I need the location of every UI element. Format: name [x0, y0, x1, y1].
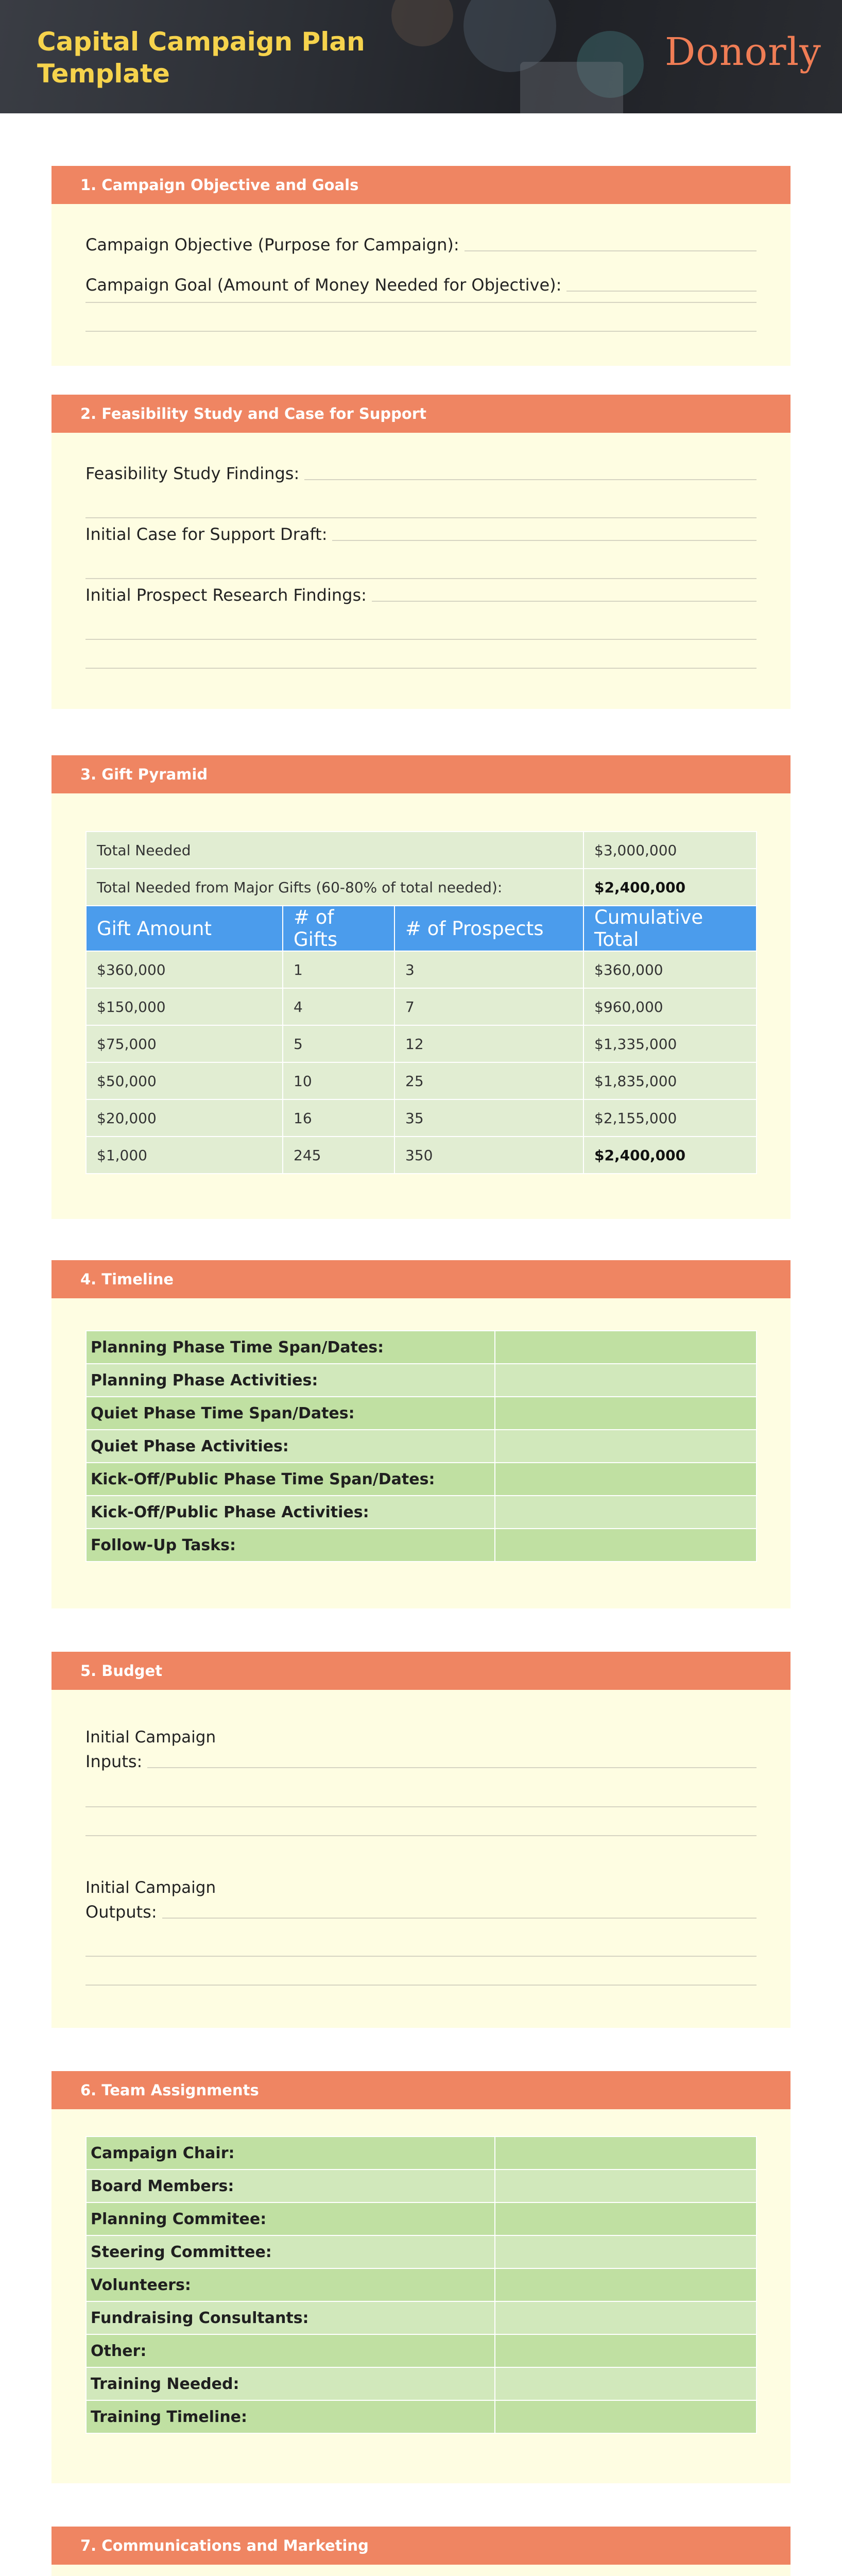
- write-line: [332, 540, 757, 541]
- row-label: Planning Phase Time Span/Dates:: [86, 1331, 495, 1364]
- header-banner: [0, 0, 842, 113]
- timeline-table: [85, 1330, 757, 1562]
- prospect-count-cell[interactable]: 7: [394, 988, 583, 1025]
- write-line: [162, 1918, 757, 1919]
- row-label: Kick-Off/Public Phase Time Span/Dates:: [86, 1463, 495, 1496]
- entry-cell[interactable]: [495, 2170, 757, 2202]
- column-header: # of Prospects: [394, 906, 583, 951]
- write-line[interactable]: [85, 1985, 757, 1986]
- column-header: # of Gifts: [283, 906, 394, 951]
- row-label: Kick-Off/Public Phase Activities:: [86, 1496, 495, 1529]
- gift-amount-cell[interactable]: $50,000: [86, 1062, 283, 1099]
- cumulative-total-cell[interactable]: $2,155,000: [583, 1099, 757, 1137]
- cumulative-total-cell[interactable]: $1,835,000: [583, 1062, 757, 1099]
- row-label: Quiet Phase Activities:: [86, 1430, 495, 1463]
- write-line: [147, 1767, 757, 1768]
- table-row: [86, 2268, 757, 2301]
- write-line: [566, 291, 757, 292]
- case-for-support-field[interactable]: [85, 520, 757, 544]
- field-label: Initial Case for Support Draft:: [85, 524, 328, 544]
- gift-amount-cell[interactable]: $20,000: [86, 1099, 283, 1137]
- prospect-count-cell[interactable]: 35: [394, 1099, 583, 1137]
- table-header-row: [86, 906, 757, 951]
- table-row: [86, 951, 757, 988]
- gift-count-cell[interactable]: 10: [283, 1062, 394, 1099]
- write-line[interactable]: [85, 668, 757, 669]
- entry-cell[interactable]: [495, 2137, 757, 2170]
- table-row: [86, 2235, 757, 2268]
- decor-circle: [463, 0, 556, 72]
- entry-cell[interactable]: [495, 2367, 757, 2400]
- table-row: [86, 1137, 757, 1174]
- budget-outputs-field[interactable]: [85, 1898, 757, 1922]
- section-title: 1. Campaign Objective and Goals: [51, 166, 791, 204]
- write-line[interactable]: [85, 639, 757, 640]
- table-row: [86, 2301, 757, 2334]
- entry-cell[interactable]: [495, 1397, 757, 1430]
- write-line[interactable]: [85, 331, 757, 332]
- table-row: [86, 2334, 757, 2367]
- campaign-goal-field[interactable]: [85, 271, 757, 295]
- table-row: [86, 1430, 757, 1463]
- write-line[interactable]: [85, 1956, 757, 1957]
- table-row: [86, 2170, 757, 2202]
- major-gifts-label: Total Needed from Major Gifts (60-80% of total needed):: [86, 869, 583, 906]
- row-label: Fundraising Consultants:: [86, 2301, 495, 2334]
- section-title: 6. Team Assignments: [51, 2071, 791, 2109]
- table-row: [86, 1529, 757, 1562]
- table-row: [86, 1331, 757, 1364]
- gift-pyramid-table: [85, 831, 757, 1174]
- row-label: Follow-Up Tasks:: [86, 1529, 495, 1562]
- total-needed-label: Total Needed: [86, 832, 583, 869]
- budget-outputs-label: Initial Campaign: [85, 1878, 216, 1897]
- field-label: Inputs:: [85, 1752, 143, 1771]
- total-needed-row: [86, 832, 757, 869]
- row-label: Training Timeline:: [86, 2400, 495, 2433]
- table-row: [86, 2137, 757, 2170]
- write-line: [465, 250, 757, 251]
- entry-cell[interactable]: [495, 1529, 757, 1562]
- write-line: [304, 479, 757, 480]
- row-label: Planning Phase Activities:: [86, 1364, 495, 1397]
- row-label: Quiet Phase Time Span/Dates:: [86, 1397, 495, 1430]
- table-row: [86, 1397, 757, 1430]
- write-line[interactable]: [85, 1835, 757, 1836]
- section-objective-goals: [51, 166, 791, 366]
- entry-cell[interactable]: [495, 1430, 757, 1463]
- entry-cell[interactable]: [495, 2202, 757, 2235]
- field-label: Campaign Objective (Purpose for Campaign):: [85, 235, 459, 255]
- entry-cell[interactable]: [495, 2301, 757, 2334]
- gift-count-cell[interactable]: 245: [283, 1137, 394, 1174]
- row-label: Campaign Chair:: [86, 2137, 495, 2170]
- gift-amount-cell[interactable]: $1,000: [86, 1137, 283, 1174]
- table-row: [86, 1364, 757, 1397]
- row-label: Board Members:: [86, 2170, 495, 2202]
- entry-cell[interactable]: [495, 2235, 757, 2268]
- write-line: [372, 601, 757, 602]
- cumulative-total-cell[interactable]: $360,000: [583, 951, 757, 988]
- field-label: Initial Prospect Research Findings:: [85, 585, 367, 605]
- table-row: [86, 1062, 757, 1099]
- gift-count-cell[interactable]: 5: [283, 1025, 394, 1062]
- brand-logo: Donorly: [665, 30, 821, 74]
- table-row: [86, 2367, 757, 2400]
- gift-amount-cell[interactable]: $75,000: [86, 1025, 283, 1062]
- prospect-count-cell[interactable]: 350: [394, 1137, 583, 1174]
- section-title: 2. Feasibility Study and Case for Support: [51, 395, 791, 433]
- row-label: Other:: [86, 2334, 495, 2367]
- write-line[interactable]: [85, 517, 757, 518]
- gift-count-cell[interactable]: 16: [283, 1099, 394, 1137]
- entry-cell[interactable]: [495, 1364, 757, 1397]
- section-title: 4. Timeline: [51, 1260, 791, 1298]
- write-line[interactable]: [85, 578, 757, 579]
- table-row: [86, 1496, 757, 1529]
- table-row: [86, 988, 757, 1025]
- field-label: Feasibility Study Findings:: [85, 464, 300, 483]
- field-label: Campaign Goal (Amount of Money Needed for Objective):: [85, 275, 562, 295]
- feasibility-findings-field[interactable]: [85, 460, 757, 483]
- table-row: [86, 1463, 757, 1496]
- gift-amount-cell[interactable]: $150,000: [86, 988, 283, 1025]
- section-team-assignments: [51, 2071, 791, 2483]
- section-timeline: [51, 1260, 791, 1608]
- gift-amount-cell[interactable]: $360,000: [86, 951, 283, 988]
- gift-count-cell[interactable]: 1: [283, 951, 394, 988]
- section-title: 5. Budget: [51, 1652, 791, 1690]
- section-feasibility: [51, 395, 791, 709]
- entry-cell[interactable]: [495, 2268, 757, 2301]
- gift-count-cell[interactable]: 4: [283, 988, 394, 1025]
- row-label: Training Needed:: [86, 2367, 495, 2400]
- entry-cell[interactable]: [495, 2334, 757, 2367]
- row-label: Volunteers:: [86, 2268, 495, 2301]
- entry-cell[interactable]: [495, 2400, 757, 2433]
- table-row: [86, 2202, 757, 2235]
- section-communications: [51, 2527, 791, 2576]
- entry-cell[interactable]: [495, 1331, 757, 1364]
- column-header: Gift Amount: [86, 906, 283, 951]
- cumulative-total-cell[interactable]: $2,400,000: [583, 1137, 757, 1174]
- major-gifts-row: [86, 869, 757, 906]
- budget-inputs-field[interactable]: [85, 1748, 757, 1771]
- prospect-count-cell[interactable]: 12: [394, 1025, 583, 1062]
- prospect-count-cell[interactable]: 25: [394, 1062, 583, 1099]
- page-title: Capital Campaign Plan Template: [37, 27, 365, 89]
- budget-inputs-label: Initial Campaign: [85, 1728, 216, 1747]
- row-label: Planning Commitee:: [86, 2202, 495, 2235]
- row-label: Steering Committee:: [86, 2235, 495, 2268]
- table-row: [86, 1025, 757, 1062]
- total-needed-value[interactable]: $3,000,000: [583, 832, 757, 869]
- table-row: [86, 1099, 757, 1137]
- table-row: [86, 2400, 757, 2433]
- entry-cell[interactable]: [495, 1496, 757, 1529]
- write-line[interactable]: [85, 1806, 757, 1807]
- entry-cell[interactable]: [495, 1463, 757, 1496]
- campaign-objective-field[interactable]: [85, 231, 757, 255]
- prospect-count-cell[interactable]: 3: [394, 951, 583, 988]
- column-header: Cumulative Total: [583, 906, 757, 951]
- write-line[interactable]: [85, 302, 757, 303]
- major-gifts-value[interactable]: $2,400,000: [583, 869, 757, 906]
- field-label: Outputs:: [85, 1902, 157, 1922]
- section-title: 7. Communications and Marketing: [51, 2527, 791, 2565]
- section-budget: [51, 1652, 791, 2028]
- prospect-research-field[interactable]: [85, 581, 757, 605]
- team-assignments-table: [85, 2136, 757, 2434]
- section-title: 3. Gift Pyramid: [51, 755, 791, 793]
- cumulative-total-cell[interactable]: $960,000: [583, 988, 757, 1025]
- cumulative-total-cell[interactable]: $1,335,000: [583, 1025, 757, 1062]
- section-gift-pyramid: [51, 755, 791, 1219]
- decor-paper: [520, 62, 623, 113]
